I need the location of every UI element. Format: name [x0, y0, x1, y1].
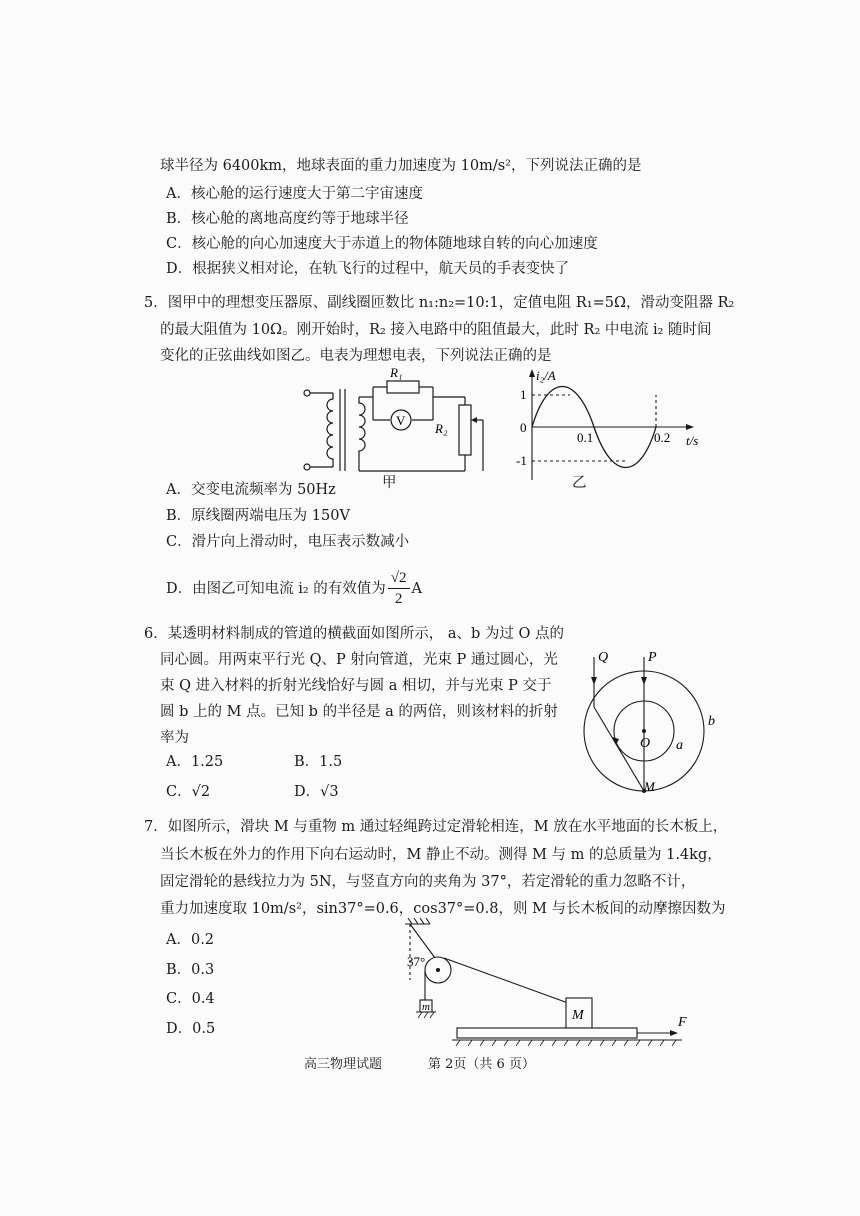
beam-p-label: P — [648, 650, 657, 665]
point-m-label: M — [644, 779, 655, 794]
q4-option-c: C．核心舱的向心加速度大于赤道上的物体随地球自转的向心加速度 — [166, 236, 598, 252]
force-f-label: F — [678, 1015, 687, 1030]
origin-label: 0 — [520, 420, 527, 435]
circle-a-label: a — [676, 738, 683, 753]
q7-stem-line-4: 重力加速度取 10m/s²，sin37°=0.6，cos37°=0.8，则 M 与长木板间的动摩擦因数为 — [160, 901, 726, 917]
q4-option-d: D．根据狭义相对论，在轨飞行的过程中，航天员的手表变快了 — [166, 261, 570, 277]
q5-option-c: C．滑片向上滑动时，电压表示数减小 — [166, 534, 410, 550]
q5-option-d-unit: A — [411, 580, 423, 597]
fraction-numerator: √2 — [388, 568, 410, 589]
tick-x-2: 0.2 — [654, 430, 671, 445]
q6-stem-line-4: 圆 b 上的 M 点。已知 b 的半径是 a 的两倍，则该材料的折射 — [160, 704, 558, 720]
figure-jia-caption: 甲 — [382, 475, 397, 491]
current-sine-graph — [510, 365, 710, 490]
q4-option-a: A．核心舱的运行速度大于第二宇宙速度 — [166, 186, 423, 202]
q5-stem-line-1: 5．图甲中的理想变压器原、副线圈匝数比 n₁:n₂=10:1，定值电阻 R₁=5Ω，滑动变阻器 R₂ — [144, 295, 735, 311]
q5-option-b: B．原线圈两端电压为 150V — [166, 508, 350, 524]
q6-stem-line-5: 率为 — [160, 730, 189, 746]
tick-y-bottom: -1 — [516, 453, 527, 468]
q4-option-b: B．核心舱的离地高度约等于地球半径 — [166, 211, 409, 227]
y-axis-label: i₂/A — [536, 368, 556, 383]
q6-stem-line-3: 束 Q 进入材料的折射光线恰好与圆 a 相切，并与光束 P 交于 — [160, 678, 552, 694]
block-m-label: M — [572, 1008, 584, 1023]
angle-label: 37° — [407, 954, 426, 969]
q7-stem-line-2: 当长木板在外力的作用下向右运动时，M 静止不动。测得 M 与 m 的总质量为 1.4kg， — [160, 847, 722, 863]
fraction — [388, 568, 410, 609]
r1-label: R₁ — [390, 365, 403, 380]
q5-option-a: A．交变电流频率为 50Hz — [166, 482, 336, 498]
center-o-label: O — [640, 736, 651, 751]
q7-stem-line-3: 固定滑轮的悬线拉力为 5N，与竖直方向的夹角为 37°，若定滑轮的重力忽略不计， — [160, 874, 696, 890]
x-axis-label: t/s — [686, 433, 699, 448]
pulley-board-diagram — [400, 918, 700, 1053]
figure-yi-caption: 乙 — [572, 475, 587, 491]
q6-stem-line-2: 同心圆。用两束平行光 Q、P 射向管道，光束 P 通过圆心，光 — [160, 652, 558, 668]
footer-page-number: 第 2页（共 6 页） — [428, 1057, 535, 1072]
footer-subject: 高三物理试题 — [304, 1057, 383, 1072]
q6-option-b: B．1.5 — [294, 754, 343, 770]
tick-x-1: 0.1 — [577, 430, 594, 445]
q6-option-a: A．1.25 — [166, 754, 224, 770]
q6-option-c: C．√2 — [166, 784, 211, 800]
transformer-circuit-diagram — [295, 365, 505, 490]
concentric-tube-diagram — [578, 645, 728, 800]
q7-option-d: D．0.5 — [166, 1021, 216, 1037]
tick-y-top: 1 — [520, 387, 527, 402]
voltmeter-label: V — [396, 413, 406, 428]
q7-option-c: C．0.4 — [166, 991, 215, 1007]
fraction-denominator: 2 — [394, 591, 403, 607]
beam-q-label: Q — [598, 650, 609, 665]
q5-stem-line-3: 变化的正弦曲线如图乙。电表为理想电表，下列说法正确的是 — [160, 348, 552, 364]
r2-label: R₂ — [435, 421, 448, 436]
q7-stem-line-1: 7．如图所示，滑块 M 与重物 m 通过轻绳跨过定滑轮相连，M 放在水平地面的长木板上， — [144, 819, 728, 835]
q6-stem-line-1: 6．某透明材料制成的管道的横截面如图所示， a、b 为过 O 点的 — [144, 626, 564, 642]
circle-b-label: b — [708, 714, 715, 729]
q5-option-d-text: D．由图乙可知电流 i₂ 的有效值为 — [166, 580, 386, 597]
q4-stem-line: 球半径为 6400km，地球表面的重力加速度为 10m/s²，下列说法正确的是 — [160, 158, 642, 174]
q5-stem-line-2: 的最大阻值为 10Ω。刚开始时，R₂ 接入电路中的阻值最大，此时 R₂ 中电流 i₂ 随时间 — [160, 322, 712, 338]
q7-option-b: B．0.3 — [166, 962, 215, 978]
q5-option-d — [166, 568, 422, 609]
q6-option-d: D．√3 — [294, 784, 339, 800]
mass-m-label: m — [422, 1001, 430, 1013]
q7-option-a: A．0.2 — [166, 932, 215, 948]
